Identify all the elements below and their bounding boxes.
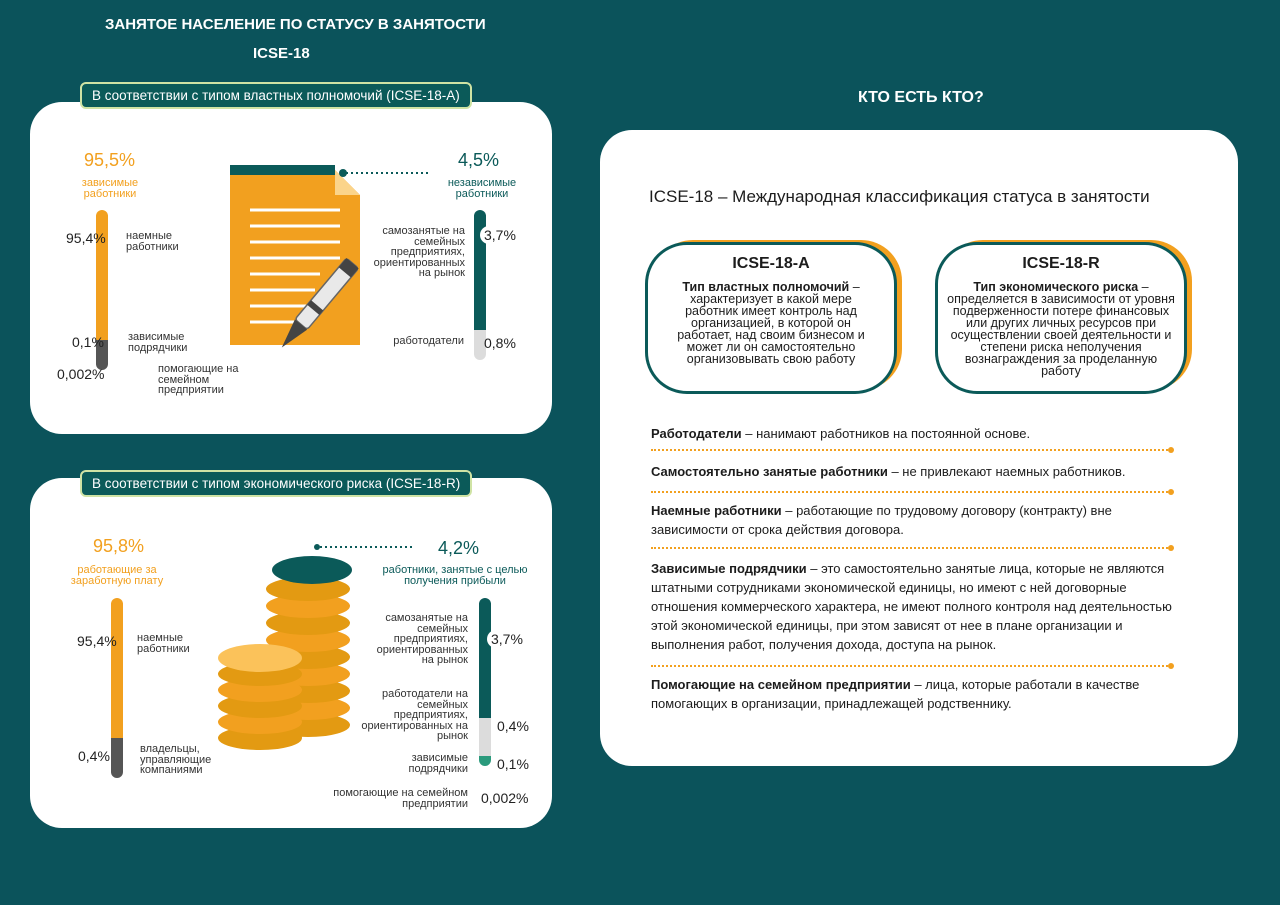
connector-line-r <box>312 542 414 552</box>
panel-r-right-item-1-label: самозанятые на семейных предприятиях, ориентированных на рынок <box>376 612 468 666</box>
panel-r-right-bar <box>479 598 491 766</box>
panel-a-left-item-3-label: помогающие на семейном предприятии <box>158 363 239 396</box>
panel-r-right-item-2-value: 0,4% <box>497 718 529 734</box>
panel-r-right-item-4-label: помогающие на семейном предприятии <box>333 787 468 810</box>
pill-a-heading: ICSE-18-A <box>732 255 810 272</box>
info-title: ICSE-18 – Международная классификация статуса в занятости <box>649 187 1150 206</box>
panel-r-tag: В соответствии с типом экономического риска (ICSE-18-R) <box>80 470 472 497</box>
panel-r-right-item-1-value: 3,7% <box>487 630 527 648</box>
pill-icse-r <box>935 242 1187 394</box>
page-subtitle: ICSE-18 <box>253 45 310 62</box>
panel-a-left-item-1-label: наемные работники <box>126 230 179 253</box>
pill-icse-a <box>645 242 897 394</box>
divider <box>651 547 1171 549</box>
panel-a-left-item-3-value: 0,002% <box>57 366 105 382</box>
page-title: ЗАНЯТОЕ НАСЕЛЕНИЕ ПО СТАТУСУ В ЗАНЯТОСТИ <box>105 16 486 33</box>
pill-r-heading: ICSE-18-R <box>1022 255 1100 272</box>
connector-line-a <box>338 168 433 178</box>
document-pen-icon <box>225 160 375 385</box>
panel-a-right-pct: 4,5% <box>458 150 500 170</box>
panel-r-right-label: работники, занятые с целью получения прибыли <box>382 564 528 587</box>
pill-a-term: Тип властных полномочий <box>682 280 850 294</box>
panel-r-left-bar <box>111 598 123 778</box>
panel-r-left-item-2-value: 0,4% <box>78 748 110 764</box>
divider <box>651 491 1171 493</box>
panel-a-left-pct: 95,5% <box>84 150 136 170</box>
panel-a-right-item-1-label: самозанятые на семейных предприятиях, ориентированных на рынок <box>373 225 465 279</box>
definition-family-helpers: Помогающие на семейном предприятии – лица, которые работали в качестве помогающих в организации, принадлежащей родственнику. <box>651 677 1140 711</box>
definition-dependent-contractors: Зависимые подрядчики – это самостоятельно занятые лица, которые не являются штатными сотрудниками экономической единицы, но имеют с ней договорные отношения коммерческого характера, не имеют полного контроля над деятельностью этой экономической единицы, при этом зависят от нее в плане организации и выполнения работ, получения дохода, доступа на рынок. <box>651 561 1172 652</box>
panel-r-left-label: работающие за заработную плату <box>70 564 164 587</box>
pill-a-body <box>648 281 894 365</box>
panel-r-right-item-3-value: 0,1% <box>497 756 529 772</box>
pill-r-body <box>938 281 1184 377</box>
pill-r-term: Тип экономического риска <box>973 280 1139 294</box>
definition-self-employed: Самостоятельно занятые работники – не привлекают наемных работников. <box>651 464 1126 479</box>
info-card <box>600 130 1238 766</box>
panel-a-left-label: зависимые работники <box>81 177 139 200</box>
panel-a-tag: В соответствии с типом властных полномочий (ICSE-18-A) <box>80 82 472 109</box>
panel-r-right-item-4-value: 0,002% <box>481 790 529 806</box>
panel-r-right-item-3-label: зависимые подрядчики <box>408 752 468 775</box>
panel-r-left-pct: 95,8% <box>93 536 145 556</box>
panel-r-left-item-2-label: владельцы, управляющие компаниями <box>140 743 212 776</box>
divider <box>651 449 1171 451</box>
right-title: КТО ЕСТЬ КТО? <box>858 89 984 106</box>
divider <box>651 665 1171 667</box>
coins-icon <box>215 550 355 755</box>
panel-a-right-label: независимые работники <box>447 177 517 200</box>
panel-a-right-item-1-value: 3,7% <box>480 226 520 244</box>
panel-r-left-item-1-label: наемные работники <box>137 632 190 655</box>
panel-a-left-item-1-value: 95,4% <box>66 230 106 246</box>
panel-r-right-pct: 4,2% <box>438 538 480 558</box>
pill-a-text: – характеризует в какой мере работник имеет контроль над организацией, в которой он работает, над своим бизнесом и может ли он самостоятельно организовывать свою работу <box>677 280 865 366</box>
pill-r-text: – определяется в зависимости от уровня подверженности потере финансовых или других личных ресурсов при осуществлении своей деятельности и степени риска неполучения вознаграждения за проделанную работу <box>947 280 1175 378</box>
panel-r-left-item-1-value: 95,4% <box>77 633 117 649</box>
panel-a-left-item-2-value: 0,1% <box>72 334 104 350</box>
panel-a-left-item-2-label: зависимые подрядчики <box>128 331 188 354</box>
panel-a-right-item-2-value: 0,8% <box>484 335 516 351</box>
panel-a-right-item-2-label: работодатели <box>393 335 464 347</box>
definition-employers: Работодатели – нанимают работников на постоянной основе. <box>651 426 1031 441</box>
panel-r-right-item-2-label: работодатели на семейных предприятиях, ориентированных на рынок <box>361 688 468 742</box>
definition-employees: Наемные работники – работающие по трудовому договору (контракту) вне зависимости от срока действия договора. <box>651 503 1112 537</box>
